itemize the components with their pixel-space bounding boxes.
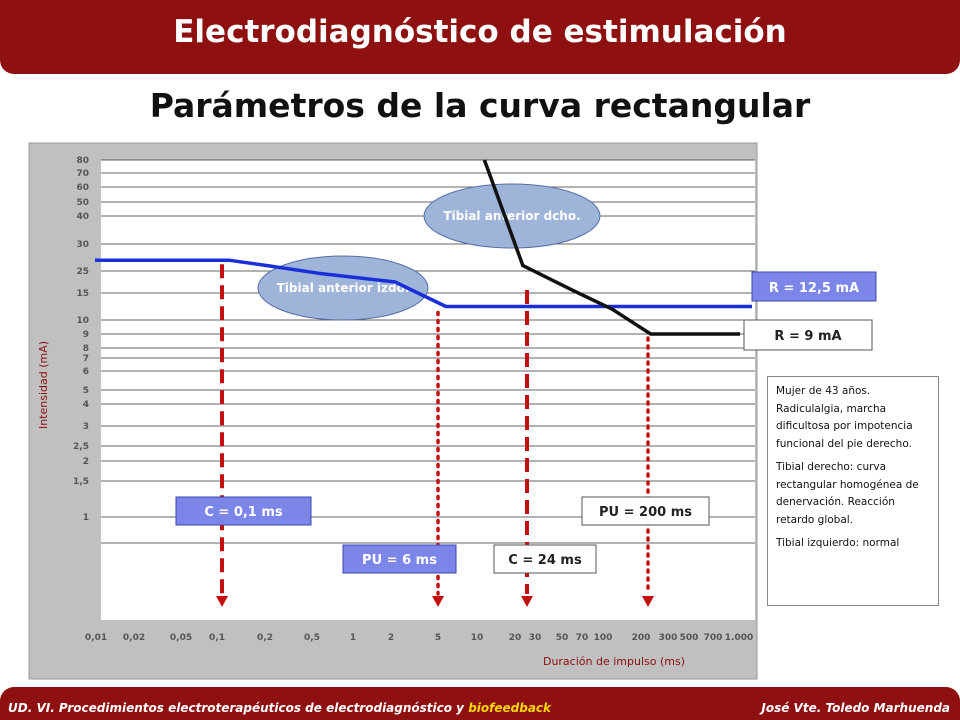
x-tick-label: 1 — [349, 633, 357, 643]
x-tick-label: 0,2 — [257, 633, 273, 643]
y-tick-label: 1,5 — [73, 477, 89, 487]
y-tick-label: 40 — [76, 212, 89, 222]
x-tick-label: 5 — [434, 633, 442, 643]
y-tick-label: 25 — [76, 267, 89, 277]
y-tick-label: 4 — [82, 400, 89, 410]
note-right-tibial: Tibial derecho: curva rectangular homogénea de denervación. Reacción retardo global. — [776, 461, 919, 526]
rheobase-right-label: R = 9 mA — [774, 329, 842, 344]
y-tick-label: 9 — [82, 330, 89, 340]
y-tick-label: 30 — [76, 240, 89, 250]
y-tick-label: 3 — [82, 422, 89, 432]
x-tick-label: 0,1 — [209, 633, 225, 643]
x-axis-label: Duración de impulso (ms) — [542, 655, 685, 668]
rheobase-left-label: R = 12,5 mA — [768, 281, 860, 296]
x-tick-label: 0,5 — [304, 633, 320, 643]
note-left-tibial: Tibial izquierdo: normal — [776, 537, 900, 549]
y-tick-label: 60 — [76, 183, 89, 193]
footer-author: José Vte. Toledo Marhuenda — [761, 701, 950, 715]
x-tick-label: 100 — [593, 633, 613, 643]
x-tick-label: 70 — [575, 633, 589, 643]
y-tick-label: 80 — [76, 156, 89, 166]
footer-course-italic: biofeedback — [468, 701, 552, 715]
x-tick-label: 20 — [508, 633, 522, 643]
x-tick-label: 500 — [679, 633, 699, 643]
x-tick-label: 50 — [555, 633, 569, 643]
marker-label: PU = 6 ms — [362, 553, 437, 568]
clinical-note — [767, 376, 939, 606]
page-subtitle: Parámetros de la curva rectangular — [149, 86, 811, 125]
marker-label: C = 24 ms — [508, 553, 582, 568]
y-tick-label: 8 — [82, 344, 89, 354]
x-tick-label: 1.000 — [724, 633, 754, 643]
footer-course-text: UD. VI. Procedimientos electroterapéuticos de electrodiagnóstico y — [8, 701, 469, 715]
y-tick-label: 15 — [76, 289, 89, 299]
y-axis-label: Intensidad (mA) — [37, 340, 50, 430]
y-tick-label: 10 — [76, 316, 89, 326]
y-tick-label: 6 — [82, 367, 89, 377]
x-tick-label: 10 — [470, 633, 484, 643]
footer-course — [8, 701, 551, 715]
y-tick-label: 1 — [82, 513, 89, 523]
y-tick-label: 70 — [76, 169, 89, 179]
y-tick-label: 50 — [76, 198, 89, 208]
x-tick-label: 30 — [528, 633, 542, 643]
y-tick-label: 5 — [82, 386, 89, 396]
x-tick-label: 0,01 — [84, 633, 108, 643]
y-tick-label: 2 — [82, 457, 89, 467]
x-tick-label: 700 — [703, 633, 723, 643]
x-tick-label: 300 — [658, 633, 678, 643]
x-tick-label: 200 — [631, 633, 651, 643]
series-name-right: Tibial anterior dcho. — [443, 209, 581, 223]
y-tick-label: 7 — [82, 354, 89, 364]
marker-label: PU = 200 ms — [599, 505, 692, 520]
page-title: Electrodiagnóstico de estimulación — [173, 14, 787, 50]
x-tick-label: 0,05 — [169, 633, 193, 643]
x-tick-label: 2 — [387, 633, 395, 643]
marker-label: C = 0,1 ms — [204, 505, 283, 520]
y-tick-label: 2,5 — [73, 442, 89, 452]
note-patient: Mujer de 43 años. Radiculalgia, marcha dificultosa por impotencia funcional del pie derecho. — [776, 385, 913, 450]
x-tick-label: 0,02 — [122, 633, 146, 643]
series-name-left: Tibial anterior izdo. — [276, 281, 410, 295]
